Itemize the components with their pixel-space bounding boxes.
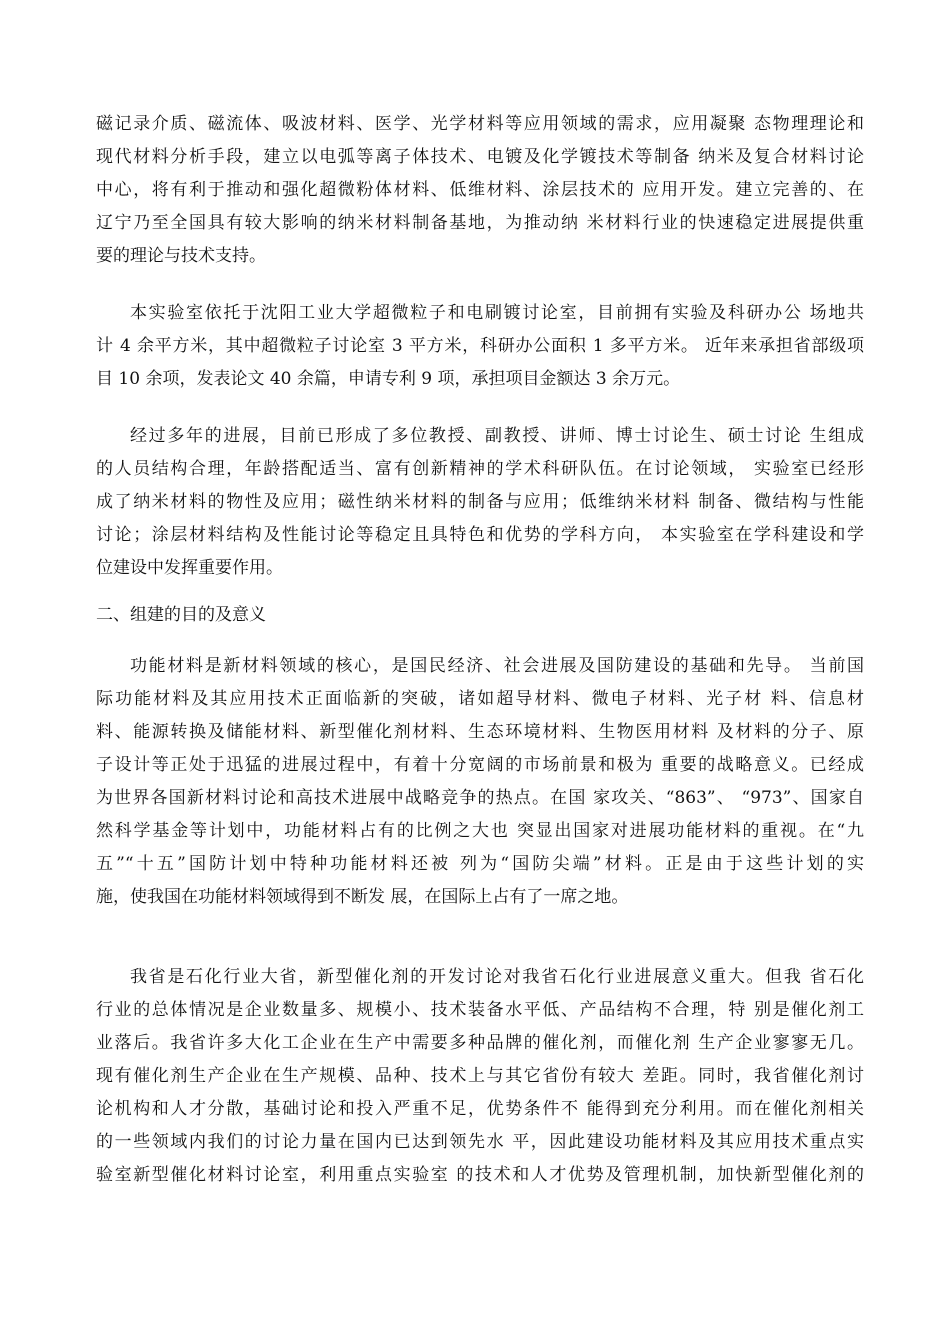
text-line: 中心，将有利于推动和强化超微粉体材料、低维材料、涂层技术的 应用开发。建立完善的、在: [96, 180, 864, 200]
text-line: 验室新型催化材料讨论室，利用重点实验室 的技术和人才优势及管理机制，加快新型催化剂的: [96, 1165, 864, 1185]
paragraph-nano-materials: [96, 108, 864, 273]
text-line: 论机构和人才分散，基础讨论和投入严重不足，优势条件不 能得到充分利用。而在催化剂相关: [96, 1099, 864, 1119]
text-line: 辽宁乃至全国具有较大影响的纳米材料制备基地，为推动纳 米材料行业的快速稳定进展提供重: [96, 213, 864, 233]
text-line: 业落后。我省许多大化工企业在生产中需要多种品牌的催化剂，而催化剂 生产企业寥寥无几。: [96, 1033, 864, 1053]
text-line: 功能材料是新材料领域的核心，是国民经济、社会进展及国防建设的基础和先导。 当前国: [130, 656, 864, 676]
text-line: 我省是石化行业大省，新型催化剂的开发讨论对我省石化行业进展意义重大。但我 省石化: [130, 967, 864, 987]
text-line: 成了纳米材料的物性及应用；磁性纳米材料的制备与应用；低维纳米材料 制备、微结构与性能: [96, 492, 864, 512]
text-line: 计 4 余平方米，其中超微粒子讨论室 3 平方米，科研办公面积 1 多平方米。 近年来承担省部级项: [96, 336, 864, 356]
text-line: 现有催化剂生产企业在生产规模、品种、技术上与其它省份有较大 差距。同时，我省催化剂讨: [96, 1066, 864, 1086]
text-line: 五”“十五”国防计划中特种功能材料还被 列为“国防尖端”材料。正是由于这些计划的实: [96, 854, 864, 874]
text-line: 现代材料分析手段，建立以电弧等离子体技术、电镀及化学镀技术等制备 纳米及复合材料讨论: [96, 147, 864, 167]
text-line: 施，使我国在功能材料领域得到不断发 展，在国际上占有了一席之地。: [96, 887, 629, 907]
paragraph-functional-materials: [96, 650, 864, 914]
paragraph-lab-facilities: [96, 297, 864, 396]
text-line: 目 10 余项，发表论文 40 余篇，申请专利 9 项，承担项目金额达 3 余万元。: [96, 369, 681, 389]
paragraph-catalyst-industry: [96, 961, 864, 1192]
text-line: 行业的总体情况是企业数量多、规模小、技术装备水平低、产品结构不合理，特 别是催化剂工: [96, 1000, 864, 1020]
text-line: 位建设中发挥重要作用。: [96, 558, 283, 578]
text-line: 然科学基金等计划中，功能材料占有的比例之大也 突显出国家对进展功能材料的重视。在“九: [96, 821, 864, 841]
text-line: 经过多年的进展，目前已形成了多位教授、副教授、讲师、博士讨论生、硕士讨论 生组成: [130, 426, 864, 446]
text-line: 的人员结构合理，年龄搭配适当、富有创新精神的学术科研队伍。在讨论领域， 实验室已经形: [96, 459, 864, 479]
text-line: 子设计等正处于迅猛的进展过程中，有着十分宽阔的市场前景和极为 重要的战略意义。已经成: [96, 755, 864, 775]
text-line: 的一些领域内我们的讨论力量在国内已达到领先水 平，因此建设功能材料及其应用技术重点实: [96, 1132, 864, 1152]
text-line: 际功能材料及其应用技术正面临新的突破，诸如超导材料、微电子材料、光子材 料、信息材: [96, 689, 864, 709]
text-line: 本实验室依托于沈阳工业大学超微粒子和电刷镀讨论室，目前拥有实验及科研办公 场地共: [130, 303, 864, 323]
text-line: 为世界各国新材料讨论和高技术进展中战略竞争的热点。在国 家攻关、“863”、 “973”、国家自: [96, 788, 864, 808]
text-line: 磁记录介质、磁流体、吸波材料、医学、光学材料等应用领域的需求，应用凝聚 态物理理论和: [96, 114, 864, 134]
section-heading: 二、组建的目的及意义: [96, 605, 266, 625]
text-line: 要的理论与技术支持。: [96, 246, 266, 266]
text-line: 讨论；涂层材料结构及性能讨论等稳定且具特色和优势的学科方向， 本实验室在学科建设和学: [96, 525, 864, 545]
paragraph-research-team: [96, 420, 864, 585]
text-line: 料、能源转换及储能材料、新型催化剂材料、生态环境材料、生物医用材料 及材料的分子、原: [96, 722, 864, 742]
